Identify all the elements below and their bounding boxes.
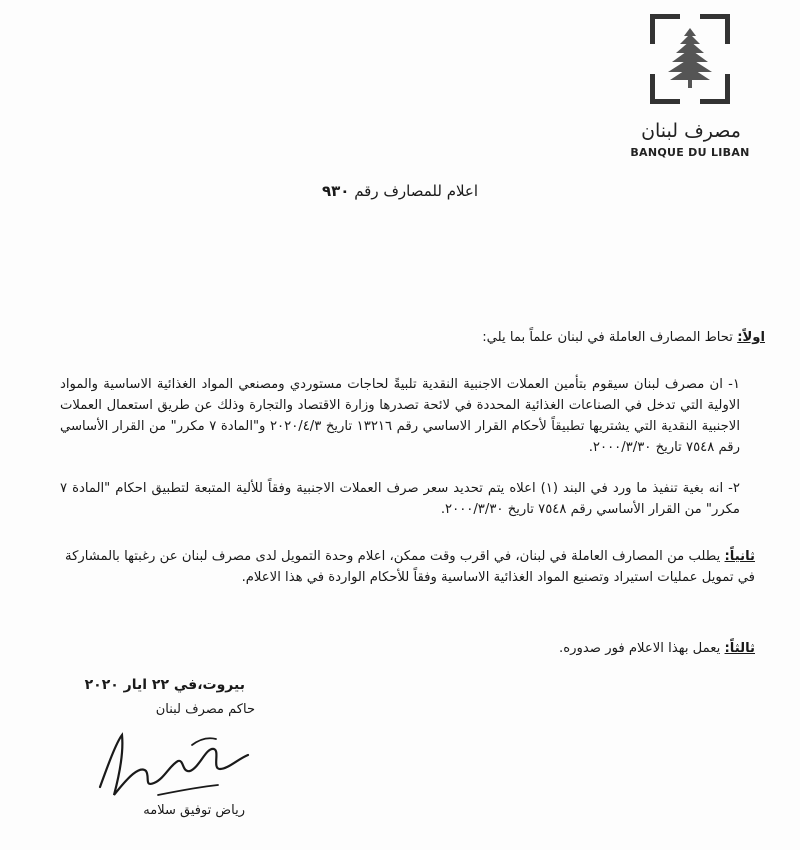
section1-label: اولاً:: [737, 330, 765, 345]
governor-title: حاكم مصرف لبنان: [155, 702, 255, 717]
item-text: انه بغية تنفيذ ما ورد في البند (١) اعلاه يتم تحديد سعر صرف العملات الاجنبية وفقاً للألية المتبعة لتطبيق احكام "المادة ٧ مكرر" من القرار الأساسي رقم ٧٥٤٨ تاريخ ٢٠٠٠/٣/٣٠.: [60, 481, 740, 517]
section3-text: يعمل بهذا الاعلام فور صدوره.: [559, 641, 721, 656]
section1-item-1: [60, 374, 740, 458]
section1-intro: تحاط المصارف العاملة في لبنان علماً بما يلي:: [482, 330, 733, 345]
signature-image: [88, 725, 258, 805]
item-number: ٢-: [728, 481, 740, 496]
section3-paragraph: [65, 638, 755, 659]
place-date: بيروت،في ٢٢ ايار ٢٠٢٠: [84, 677, 245, 693]
logo-arabic-name: مصرف لبنان: [641, 120, 741, 142]
section2-label: ثانياً:: [724, 549, 755, 564]
document-title: [0, 182, 800, 200]
section2-text: يطلب من المصارف العاملة في لبنان، في اقرب وقت ممكن، اعلام وحدة التمويل لدى مصرف لبنان عن رغبتها بالمشاركة في تمويل عمليات استيراد وتصنيع المواد الغذائية الاساسية وفقاً للأحكام الواردة في هذا الاعلام.: [65, 549, 755, 585]
section1-item-2: [60, 478, 740, 520]
item-number: ١-: [728, 377, 740, 392]
title-number: ٩٣٠: [321, 182, 350, 200]
logo-latin-name: BANQUE DU LIBAN: [630, 146, 750, 159]
bank-logo: [625, 14, 755, 164]
section3-label: ثالثاً:: [724, 641, 755, 656]
item-text: ان مصرف لبنان سيقوم بتأمين العملات الاجنبية النقدية تلبيةً لحاجات مستوردي ومصنعي المواد الغذائية الاساسية والمواد الاولية التي تدخل في الصناعات الغذائية المحددة في لائحة تصدرها وزارة الاقتصاد والتجارة وذلك عن طريق استعمال العملات الاجنبية النقدية التي يشتريها تطبيقاً لأحكام القرار الاساسي رقم ١٣٢١٦ تاريخ ٢٠٢٠/٤/٣ و"المادة ٧ مكرر" من القرار الأساسي رقم ٧٥٤٨ تاريخ ٢٠٠٠/٣/٣٠.: [60, 377, 740, 455]
section2-paragraph: [65, 546, 755, 588]
section1-heading: [205, 327, 765, 348]
cedar-logo-icon: [650, 14, 730, 104]
governor-name: رياض توفيق سلامه: [143, 803, 245, 818]
title-text: اعلام للمصارف رقم: [354, 182, 479, 200]
